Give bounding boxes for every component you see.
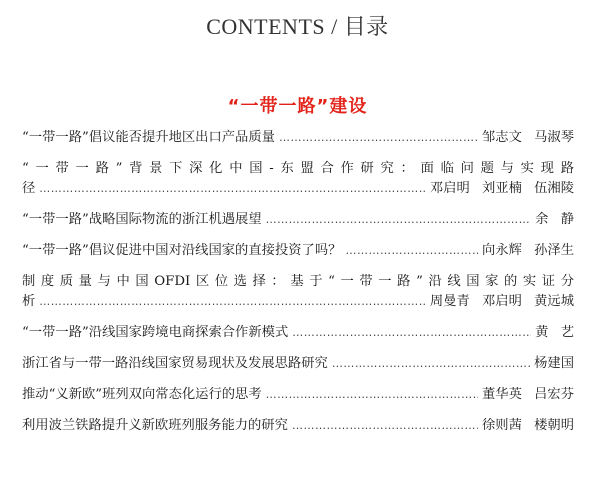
toc-entry-authors: 董华英 吕宏芬 [481,387,574,402]
toc-entry-authors: 邹志文 马淑琴 [481,130,574,145]
toc-entry-title: “一带一路”沿线国家跨境电商探索合作新模式 [22,325,289,340]
dot-leader [332,354,530,374]
toc-entry-authors: 邓启明 刘亚楠 伍湘陵 [429,181,574,196]
toc-entry-title: 推动“义新欧”班列双向常态化运行的思考 [22,387,262,402]
toc-entry[interactable] [22,241,574,261]
toc-entry[interactable] [22,272,574,312]
toc-entry-row [22,210,574,230]
table-of-contents [22,128,574,447]
toc-entry-authors: 余 静 [535,212,574,227]
toc-entry-title-line2: 径 [22,181,36,196]
toc-entry-title: 利用波兰铁路提升义新欧班列服务能力的研究 [22,418,288,433]
toc-entry-authors: 杨建国 [534,356,574,371]
toc-entry-title-line2: 析 [22,294,36,309]
toc-entry-row [22,385,574,405]
toc-entry[interactable] [22,128,574,148]
dot-leader [279,128,478,148]
toc-entry-authors: 徐则茜 楼朝明 [481,418,574,433]
toc-entry-title: “一带一路”战略国际物流的浙江机遇展望 [22,212,262,227]
section-heading: “一带一路”建设 [227,96,368,117]
toc-entry[interactable] [22,323,574,343]
toc-entry[interactable] [22,210,574,230]
toc-entry-authors: 向永辉 孙泽生 [481,243,574,258]
toc-entry-title: “一带一路”倡议促进中国对沿线国家的直接投资了吗？ [22,243,342,258]
toc-entry-row [22,241,574,261]
toc-entry-title: 浙江省与一带一路沿线国家贸易现状及发展思路研究 [22,356,328,371]
toc-entry[interactable] [22,354,574,374]
toc-entry-row [22,292,574,312]
toc-entry-row [22,323,574,343]
dot-leader [39,292,426,312]
toc-entry-authors: 周曼青 邓启明 黄远城 [429,294,574,309]
toc-entry-row [22,179,574,199]
toc-entry-row [22,354,574,374]
toc-entry-title-line1: 制度质量与中国OFDI区位选择：基于“一带一路”沿线国家的实证分 [22,274,574,289]
toc-entry-title: “一带一路”倡议能否提升地区出口产品质量 [22,130,275,145]
dot-leader [292,323,531,343]
dot-leader [39,179,426,199]
dot-leader [266,385,478,405]
toc-entry[interactable] [22,159,574,199]
toc-entry-row [22,128,574,148]
dot-leader [345,241,478,261]
toc-entry-authors: 黄 艺 [535,325,574,340]
dot-leader [292,416,478,436]
page-title: CONTENTS / 目录 [206,14,389,39]
toc-entry[interactable] [22,385,574,405]
toc-entry-row [22,416,574,436]
toc-entry[interactable] [22,416,574,436]
dot-leader [266,210,532,230]
toc-entry-title-line1: “一带一路”背景下深化中国-东盟合作研究：面临问题与实现路 [22,161,574,176]
